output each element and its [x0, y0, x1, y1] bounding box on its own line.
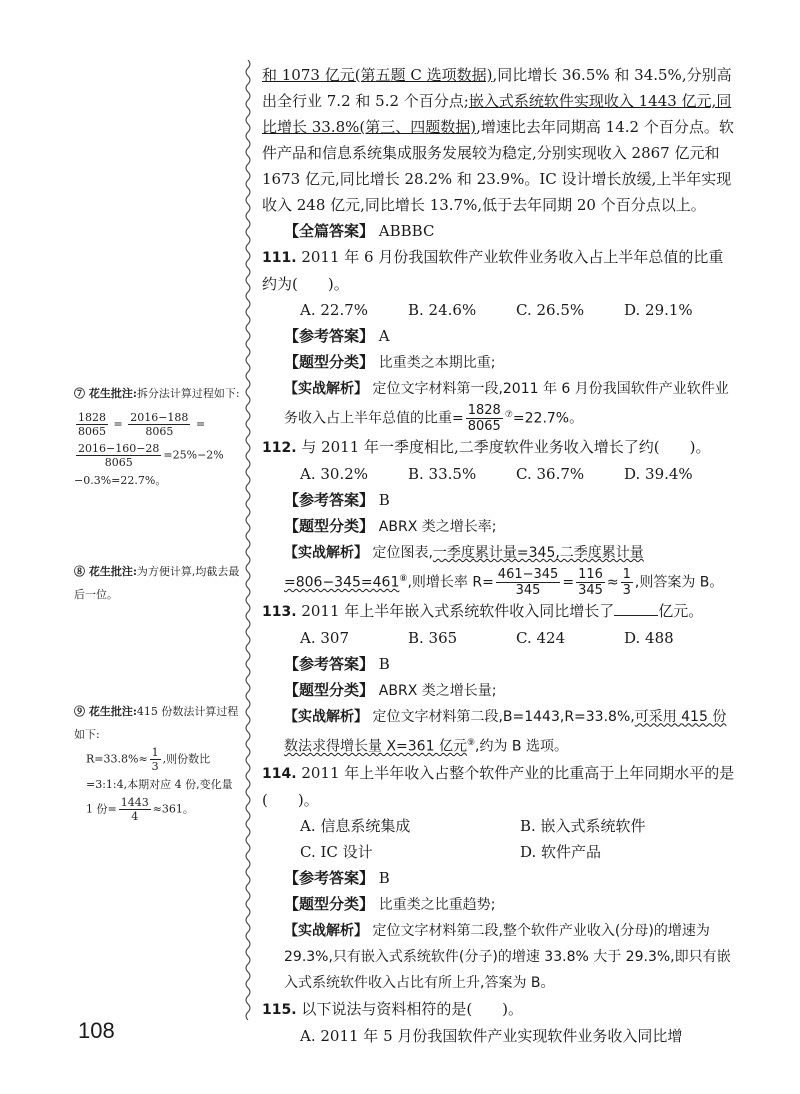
note-fraction: $\frac{2016-188}{8065}$	[130, 411, 189, 438]
note-text: ,则份数比=3:1:4,本期对应 4 份,变化量 1 份=	[86, 752, 233, 816]
option-115-a: A. 2011 年 5 月份我国软件产业实现软件业务收入同比增	[300, 1026, 683, 1045]
underlined-text: 和 1073 亿元(第五题 C 选项数据)	[262, 66, 493, 84]
type-113	[262, 677, 737, 704]
question-112	[262, 434, 737, 461]
wavy-underlined-text: 一季度累计量=345,二季度累计量=806−345=461	[284, 545, 644, 591]
side-note-9	[74, 700, 242, 823]
wavy-underlined-text: 可采用 415 份数法求得增长量 X=361 亿元	[284, 709, 727, 755]
analysis-text: 定位文字材料第一段,2011 年 6 月份我国软件产业软件业务收入占上半年总值的比重=	[284, 381, 729, 427]
analysis-text: 定位文字材料第二段,整个软件产业收入(分母)的增速为 29.3%,只有嵌入式系统软件(分子)的增速 33.8% 大于 29.3%,即只有嵌入式系统软件收入占比有所上升,答案为 B。	[284, 922, 731, 991]
analysis-fraction: $\frac{1}{3}$	[622, 567, 631, 599]
note-text: 415 份数法计算过程如下:	[74, 705, 239, 741]
analysis-label: 【实战解析】	[284, 545, 368, 562]
ref-label: 【参考答案】	[284, 655, 375, 674]
note-equals: =	[195, 417, 206, 431]
note-mark: ⑦ 花生批注:	[74, 387, 137, 400]
ref-answer-111	[262, 323, 737, 349]
question-number: 114.	[262, 765, 297, 782]
option: D. 488	[624, 629, 674, 648]
analysis-fraction: $\frac{116}{345}$	[578, 567, 603, 599]
options-113	[262, 625, 737, 651]
analysis-111	[262, 376, 737, 434]
answer-label: 【全篇答案】	[284, 222, 375, 240]
question-number: 115.	[262, 1001, 297, 1018]
type-value: 比重类之本期比重;	[378, 355, 496, 371]
side-note-8	[74, 560, 242, 606]
answer-value: B	[378, 868, 390, 887]
ref-answer-113	[262, 651, 737, 677]
option: B. 365	[408, 629, 458, 648]
page-number: 108	[78, 1018, 115, 1043]
analysis-fraction: $\frac{461-345}{345}$	[497, 567, 559, 599]
option: C. 26.5%	[516, 301, 585, 319]
full-answer-row	[262, 218, 737, 244]
question-stem: 与 2011 年一季度相比,二季度软件业务收入增长了约( )。	[301, 438, 711, 457]
type-label: 【题型分类】	[284, 517, 375, 536]
note-equals: =	[113, 417, 123, 431]
type-114	[262, 891, 737, 918]
option: A. 307	[300, 629, 349, 648]
question-115	[262, 996, 737, 1023]
option: C. 424	[516, 629, 566, 648]
note-text: =25%−2%−0.3%=22.7%。	[74, 448, 224, 487]
option: A. 信息系统集成	[300, 816, 411, 835]
question-stem: 2011 年 6 月份我国软件产业软件业务收入占上半年总值的比重约为( )。	[262, 248, 724, 293]
question-111	[262, 244, 737, 297]
option: A. 22.7%	[300, 301, 369, 319]
note-fraction: $\frac{2016-160-28}{8065}$	[78, 442, 160, 469]
main-column	[262, 62, 737, 1049]
type-112	[262, 513, 737, 540]
question-114	[262, 760, 737, 813]
question-stem: 以下说法与资料相符的是( )。	[301, 999, 524, 1018]
answer-value: A	[378, 327, 390, 345]
analysis-114	[262, 918, 737, 996]
type-label: 【题型分类】	[284, 681, 375, 700]
option: B. 33.5%	[408, 465, 477, 484]
footnote-ref: ⑦	[504, 410, 513, 420]
option: C. 36.7%	[516, 465, 585, 484]
underlined-text: (第三、四题数据)	[359, 118, 477, 136]
analysis-text: 定位文字材料第二段,B=1443,R=33.8%,	[372, 709, 635, 726]
analysis-112	[262, 540, 737, 598]
answer-value: B	[378, 655, 390, 674]
analysis-text: 定位图表,	[372, 545, 433, 562]
paragraph-text: ,同比增长 36.5% 和 34.5%,分别高出全行业 7.2 和 5.2 个百分点;	[262, 66, 732, 110]
question-stem: 2011 年上半年收入占整个软件产业的比重高于上年同期水平的是( )。	[262, 763, 735, 809]
question-number: 112.	[262, 440, 297, 457]
analysis-text: ,则增长率 R=	[407, 574, 494, 591]
footnote-ref: ⑨	[466, 738, 476, 749]
analysis-label: 【实战解析】	[284, 709, 368, 726]
ref-label: 【参考答案】	[284, 868, 375, 887]
options-111	[262, 297, 737, 323]
ref-answer-112	[262, 487, 737, 513]
wavy-divider	[243, 60, 253, 1020]
approx-sign: ≈	[606, 574, 619, 591]
answer-value: ABBBC	[378, 222, 435, 240]
analysis-label: 【实战解析】	[284, 381, 368, 397]
analysis-label: 【实战解析】	[284, 922, 368, 939]
type-label: 【题型分类】	[284, 353, 375, 371]
intro-paragraph	[262, 62, 737, 218]
analysis-text: ,则答案为 B。	[634, 574, 724, 591]
option: C. IC 设计	[300, 842, 373, 861]
type-label: 【题型分类】	[284, 894, 375, 913]
answer-blank	[614, 601, 658, 616]
type-value: 比重类之比重趋势;	[378, 896, 496, 913]
question-stem: 2011 年上半年嵌入式系统软件收入同比增长了	[301, 602, 615, 621]
option: D. 软件产品	[520, 842, 602, 861]
option: B. 24.6%	[408, 301, 477, 319]
question-number: 113.	[262, 604, 297, 621]
type-111	[262, 349, 737, 376]
analysis-fraction: $\frac{1828}{8065}$	[467, 403, 501, 435]
options-112	[262, 461, 737, 487]
type-value: ABRX 类之增长率;	[378, 519, 497, 536]
note-fraction: $\frac{1}{3}$	[151, 746, 159, 773]
options-114	[262, 813, 737, 865]
note-text: R=33.8%≈	[86, 752, 148, 766]
footnote-ref: ⑧	[399, 574, 408, 585]
note-mark: ⑧ 花生批注:	[74, 565, 137, 578]
option: A. 30.2%	[300, 465, 369, 484]
paragraph-text: ,增速比去年同期高 14.2 个百分点。软件产品和信息系统集成服务发展较为稳定,分别实现收入 2867 亿元和 1673 亿元,同比增长 28.2% 和 23.9%。IC 设计增长放缓,上半年实现收入 248 亿元,同比增长 13.7%,低于去年同期 20 个百分点以上。	[262, 118, 734, 214]
ref-answer-114	[262, 865, 737, 891]
underlined-text: 嵌入式系统软件实现收入 1443 亿元,同比增长 33.8%	[262, 92, 732, 136]
analysis-text: ,约为 B 选项。	[475, 738, 568, 755]
note-text: 拆分法计算过程如下:	[136, 387, 240, 400]
side-note-7	[74, 382, 242, 492]
question-113	[262, 598, 737, 625]
analysis-113	[262, 704, 737, 760]
option: B. 嵌入式系统软件	[520, 816, 646, 835]
note-fraction: $\frac{1443}{4}$	[120, 796, 149, 823]
question-stem: 亿元。	[658, 602, 704, 621]
option: D. 29.1%	[624, 301, 693, 319]
answer-value: B	[378, 491, 390, 510]
option: D. 39.4%	[624, 465, 693, 484]
ref-label: 【参考答案】	[284, 327, 375, 345]
ref-label: 【参考答案】	[284, 491, 375, 510]
note-text: 为方便计算,均截去最后一位。	[74, 565, 240, 601]
equals-sign: =	[562, 574, 575, 591]
note-fraction: $\frac{1828}{8065}$	[78, 411, 106, 438]
note-text: ≈361。	[152, 802, 194, 816]
type-value: ABRX 类之增长量;	[378, 683, 497, 700]
note-mark: ⑨ 花生批注:	[74, 705, 137, 718]
question-number: 111.	[262, 250, 297, 266]
analysis-text: =22.7%。	[512, 410, 584, 427]
